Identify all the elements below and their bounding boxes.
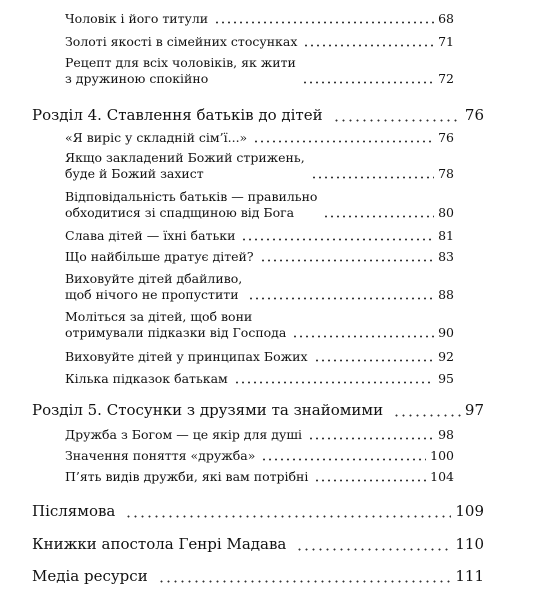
toc-entry-title: Післямова — [32, 502, 116, 520]
chapter-heading — [32, 401, 484, 420]
toc-entry-line: щоб нічого не пропустити — [65, 287, 239, 302]
toc-entry-title: П’ять видів дружби, які вам потрібні — [65, 469, 309, 484]
chapter-page: 97 — [464, 401, 484, 419]
toc-entry-page: 95 — [438, 371, 454, 386]
toc-entry — [65, 448, 454, 464]
dot-leader — [323, 215, 434, 218]
toc-entry-page: 110 — [455, 535, 484, 553]
toc-end-entry — [32, 535, 484, 554]
toc-entry-title: Чоловік і його титули — [65, 11, 209, 26]
toc-entry-line: отримували підказки від Господа — [65, 325, 287, 340]
dot-leader — [125, 515, 451, 518]
chapter-heading — [32, 106, 484, 125]
chapter-title: Розділ 4. Ставлення батьків до дітей — [32, 106, 323, 124]
dot-leader — [253, 140, 434, 143]
dot-leader — [261, 458, 426, 461]
toc-entry-page: 92 — [438, 349, 454, 364]
toc-entry-page: 78 — [438, 166, 454, 181]
toc-entry-line: Моліться за дітей, щоб вони — [65, 309, 253, 324]
toc-entry — [65, 427, 454, 443]
toc-entry-title: «Я виріс у складній сім’ї...» — [65, 130, 248, 145]
toc-entry-line: Якщо закладений Божий стрижень, — [65, 150, 305, 165]
dot-leader — [292, 335, 434, 338]
dot-leader — [308, 437, 434, 440]
toc-entry-line: обходитися зі спадщиною від Бога — [65, 205, 295, 220]
toc-entry-page: 104 — [430, 469, 454, 484]
toc-entry — [65, 189, 454, 221]
toc-entry-page: 68 — [438, 11, 454, 26]
toc-end-entry — [32, 502, 484, 521]
toc-entry-title: Кілька підказок батькам — [65, 371, 228, 386]
toc-entry — [65, 249, 454, 265]
toc-entry — [65, 130, 454, 146]
toc-entry-title: Медіа ресурси — [32, 567, 148, 585]
toc-entry-page: 98 — [438, 427, 454, 442]
dot-leader — [311, 176, 434, 179]
toc-entry — [65, 309, 454, 341]
dot-leader — [248, 297, 434, 300]
toc-end-entry — [32, 567, 484, 586]
toc-entry-page: 100 — [430, 448, 454, 463]
dot-leader — [158, 580, 452, 583]
dot-leader — [393, 414, 461, 417]
dot-leader — [234, 381, 434, 384]
toc-entry-page: 109 — [455, 502, 484, 520]
toc-entry-page: 83 — [438, 249, 454, 264]
toc-entry — [65, 55, 454, 87]
toc-entry-line: буде й Божий захист — [65, 166, 204, 181]
dot-leader — [303, 44, 434, 47]
dot-leader — [314, 359, 435, 362]
toc-entry-page: 76 — [438, 130, 454, 145]
toc-entry-page: 90 — [438, 325, 454, 340]
dot-leader — [241, 238, 434, 241]
toc-entry — [65, 271, 454, 303]
toc-entry-title: Золоті якості в сімейних стосунках — [65, 34, 298, 49]
toc-entry-title — [65, 150, 305, 182]
toc-entry-title — [65, 189, 317, 221]
dot-leader — [296, 548, 451, 551]
toc-entry-line: з дружиною спокійно — [65, 71, 209, 86]
toc-entry-page: 81 — [438, 228, 454, 243]
toc-entry-title: Виховуйте дітей у принципах Божих — [65, 349, 308, 364]
toc-entry-line: Виховуйте дітей дбайливо, — [65, 271, 243, 286]
toc-entry-title — [65, 55, 296, 87]
toc-entry-title: Слава дітей — їхні батьки — [65, 228, 236, 243]
dot-leader — [260, 259, 435, 262]
dot-leader — [314, 479, 426, 482]
toc-entry-title: Що найбільше дратує дітей? — [65, 249, 254, 264]
dot-leader — [333, 119, 461, 122]
toc-entry-page: 72 — [438, 71, 454, 86]
toc-entry — [65, 469, 454, 485]
toc-entry-page: 88 — [438, 287, 454, 302]
toc-entry-page: 71 — [438, 34, 454, 49]
dot-leader — [214, 21, 434, 24]
toc-entry-title: Книжки апостола Генрі Мадава — [32, 535, 287, 553]
toc-entry-page: 80 — [438, 205, 454, 220]
toc-entry-page: 111 — [455, 567, 484, 585]
toc-entry — [65, 11, 454, 27]
toc-entry — [65, 371, 454, 387]
toc-entry-line: Відповідальність батьків — правильно — [65, 189, 318, 204]
toc-entry-line: Рецепт для всіх чоловіків, як жити — [65, 55, 296, 70]
toc-entry-title: Дружба з Богом — це якір для душі — [65, 427, 302, 442]
toc-entry-title: Значення поняття «дружба» — [65, 448, 256, 463]
toc-entry — [65, 34, 454, 50]
dot-leader — [302, 81, 434, 84]
toc-entry — [65, 349, 454, 365]
toc-entry — [65, 150, 454, 182]
chapter-title: Розділ 5. Стосунки з друзями та знайомими — [32, 401, 384, 419]
toc-entry-title — [65, 271, 242, 303]
chapter-page: 76 — [464, 106, 484, 124]
toc-entry — [65, 228, 454, 244]
toc-entry-title — [65, 309, 286, 341]
